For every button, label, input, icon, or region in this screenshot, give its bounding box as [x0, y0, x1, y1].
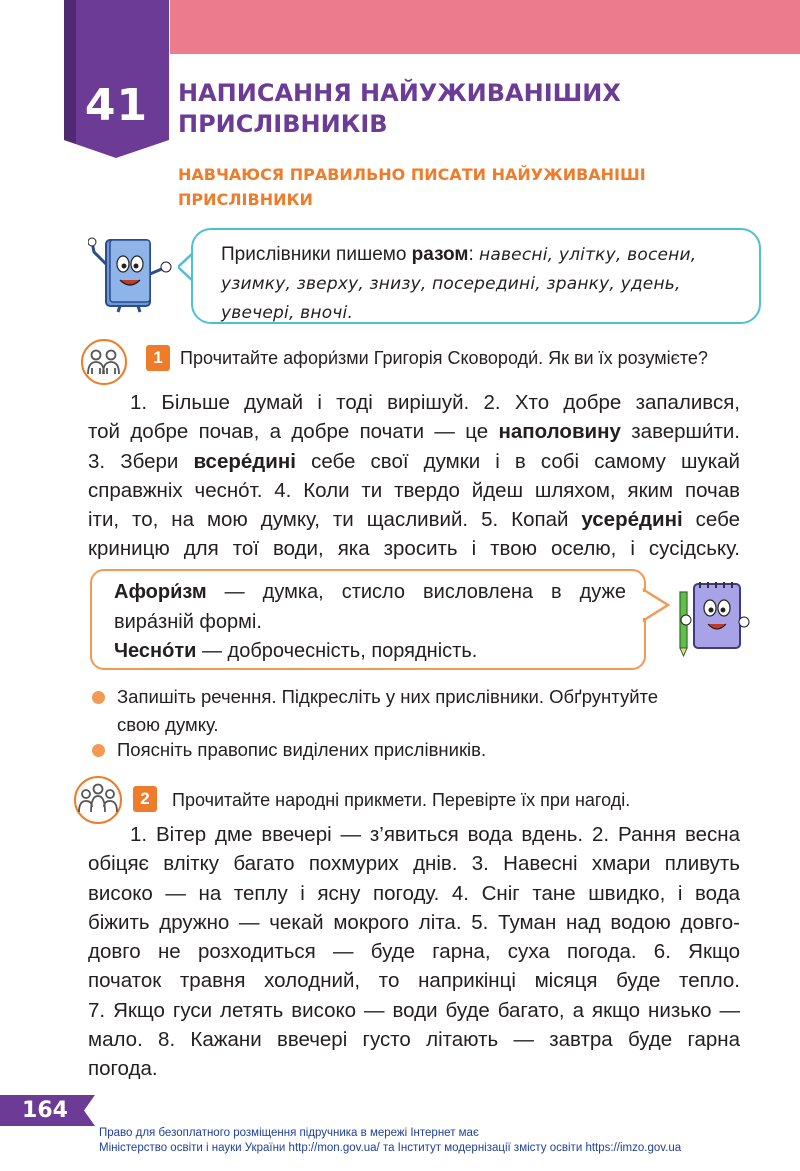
- text-line: мало. 8. Кажани ввечері густо літають — завтра буде гарна: [88, 1028, 740, 1052]
- text-line: іти, то, на мою думку, ти щасливий. 5. Копай усере́дині себе: [88, 508, 740, 532]
- definition-line: вира́зній формі.: [114, 610, 262, 633]
- text-line: криницю для тої води, яка зросить і твою оселю, і сусідську.: [88, 537, 740, 561]
- text-line: погода.: [88, 1057, 158, 1081]
- text-line: той добре почав, а добре почати — це наполовину заверши́ти.: [88, 420, 740, 444]
- text-line: високо — на теплу і ясну погоду. 4. Сніг тане швидко, і вода: [88, 881, 740, 905]
- task-number-badge: 1: [146, 345, 170, 371]
- book-mascot-icon: [88, 234, 178, 319]
- footer-note: Право для безоплатного розміщення підручника в мережі Інтернет має Міністерство освіти і науки України http://mon.gov.ua/ та Інститут модернізації змісту освіти https://imzo.gov.ua: [99, 1127, 682, 1154]
- header-decor-bar: [170, 0, 800, 54]
- list-item: Запишіть речення. Підкресліть у них прислівники. Обґрунтуйте свою думку.: [92, 683, 742, 739]
- text-line: 1. Вітер дме ввечері — з’явиться вода вдень. 2. Рання весна: [130, 823, 740, 846]
- text-line: початок травня холодний, то наприкінці місяця буде тепло.: [88, 969, 740, 993]
- chapter-flag: [64, 0, 169, 158]
- page-number: 164: [22, 1098, 68, 1123]
- task-instruction: Прочитайте афори́зми Григорія Сковороди́. Як ви їх розумієте?: [180, 348, 708, 368]
- chapter-number: 41: [84, 80, 149, 131]
- text-line: обіцяє влітку багато похмурих днів. 3. Навесні хмари пливуть: [88, 852, 740, 876]
- page-title: НАПИСАННЯ НАЙУЖИВАНІШИХ ПРИСЛІВНИКІВ: [178, 79, 621, 138]
- speech-tail-right: [642, 588, 672, 622]
- text-line: 3. Збери всере́дині себе свої думки і в собі самому шукай: [88, 449, 740, 473]
- text-line: довго не розходиться — буде гарна, суха погода. 6. Якщо: [88, 940, 740, 964]
- folk-signs-text: [88, 820, 740, 1084]
- list-item: Поясніть правопис виділених прислівників.: [92, 736, 742, 764]
- text-line: справжніх чесно́т. 4. Коли ти твердо йдеш шляхом, яким почав: [88, 478, 740, 502]
- aphorisms-text: [88, 388, 740, 564]
- definition-line: Чесно́ти — доброчесність, порядність.: [114, 640, 478, 662]
- definition-line: Афори́зм — думка, стисло висловлена в дуже: [114, 581, 626, 603]
- rule-box: Прислівники пишемо разом: навесні, улітку, восени, узимку, зверху, знизу, посередині, зранку, удень, увечері, вночі.: [191, 228, 761, 324]
- notebook-mascot-icon: [672, 578, 752, 663]
- task-number-badge: 2: [133, 786, 157, 812]
- definition-box: [90, 569, 646, 670]
- task-instruction: Прочитайте народні прикмети. Перевірте їх при нагоді.: [172, 790, 631, 810]
- text-line: біжить дружно — чекай мокрого літа. 5. Туман над водою довго-: [88, 910, 740, 934]
- text-line: 1. Більше думай і тоді вирішуй. 2. Хто добре запалився,: [130, 391, 740, 414]
- page-subtitle: НАВЧАЮСЯ ПРАВИЛЬНО ПИСАТИ НАЙУЖИВАНІШІ ПРИСЛІВНИКИ: [178, 165, 646, 209]
- pair-work-icon: [76, 338, 132, 391]
- text-line: 7. Якщо гуси летять високо — води буде багато, а якщо низько —: [88, 998, 740, 1022]
